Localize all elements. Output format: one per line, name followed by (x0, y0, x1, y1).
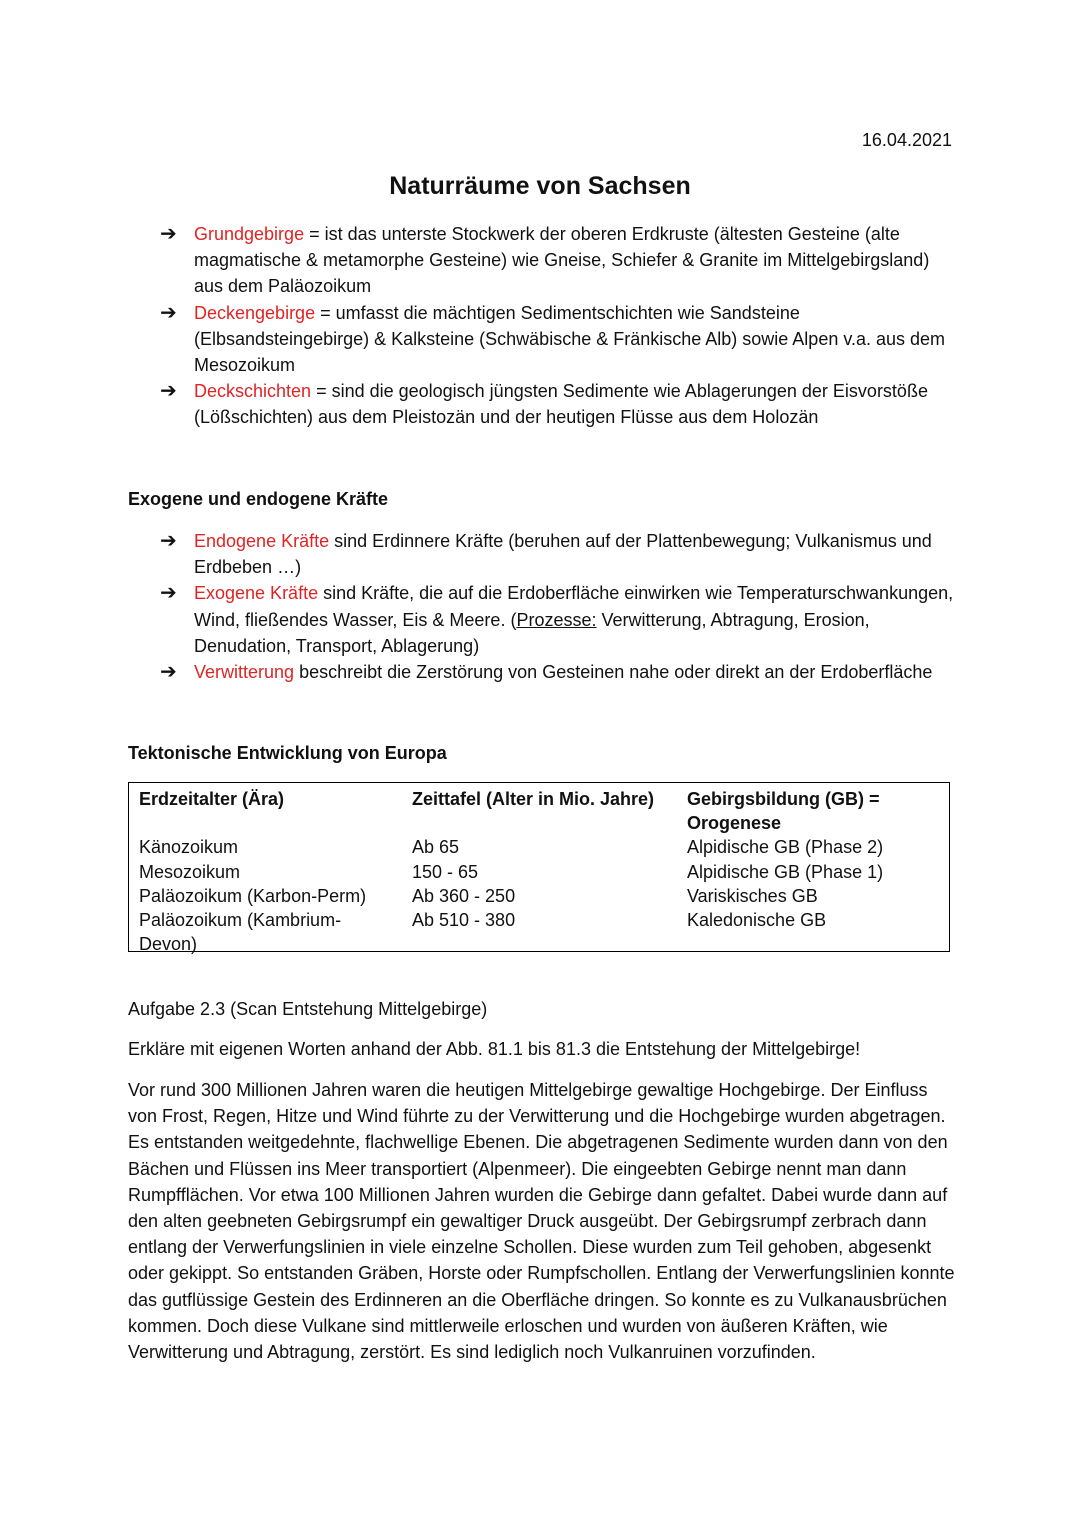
term: Verwitterung (194, 662, 295, 683)
table-header: Zeittafel (Alter in Mio. Jahre) (412, 789, 655, 809)
definition: = sind die geologisch jüngsten Sedimente wie Ablagerungen der Eisvorstöße (Lößschichten) aus dem Pleistozän und der heutigen Flüsse aus dem Holozän (194, 381, 928, 428)
task-title: Aufgabe 2.3 (Scan Entstehung Mittelgebirge) (128, 999, 488, 1019)
arrow-right-icon: ➔ (160, 301, 177, 324)
arrow-right-icon: ➔ (160, 661, 177, 684)
arrow-right-icon: ➔ (160, 530, 177, 552)
forces-list (160, 528, 960, 685)
table-cell: Alpidische GB (Phase 2) (687, 837, 884, 858)
answer-paragraph: Vor rund 300 Millionen Jahren waren die heutigen Mittelgebirge gewaltige Hochgebirge. Der Einfluss von Frost, Regen, Hitze und Wind führte zu der Verwitterung und die Hochgebirge wurden abgetragen. Es entstanden weitgedehnte, flachwellige Ebenen. Die abgetragenen Sedimente wurden dann von den Bächen und Flüssen ins Meer transportiert (Alpenmeer). Die eingeebten Gebirge nennt man dann Rumpfflächen. Vor etwa 100 Millionen Jahren wurden die Gebirge dann gefaltet. Dabei wurde dann auf den alten geebneten Gebirgsrumpf ein gewaltiger Druck ausgeübt. Der Gebirgsrumpf zerbrach dann entlang der Verwerfungslinien in viele einzelne Schollen. Diese wurden zum Teil gehoben, abgesenkt oder gekippt. So entstanden Gräben, Horste oder Rumpfschollen. Entlang der Verwerfungslinien konnte das gutflüssige Gestein des Erdinneren an die Oberfläche dringen. So konnte es zu Vulkanausbrüchen kommen. Doch diese Vulkane sind mittlerweile erloschen und wurden von äußeren Kräften, wie Verwitterung und Abtragung, zerstört. Es sind lediglich noch Vulkanruinen vorzufinden. (128, 1080, 955, 1363)
table-cell: Paläozoikum (Kambrium-Devon) (139, 910, 342, 955)
list-item (160, 528, 960, 580)
table-header: Erdzeitalter (Ära) (139, 789, 285, 809)
table-column-age (412, 787, 672, 932)
definition: beschreibt die Zerstörung von Gesteinen nahe oder direkt an der Erdoberfläche (294, 662, 933, 683)
page-title: Naturräume von Sachsen (389, 172, 691, 200)
table-cell: Paläozoikum (Karbon-Perm) (139, 885, 367, 906)
list-item (160, 221, 960, 300)
list-item (160, 580, 960, 659)
table-cell: 150 - 65 (412, 861, 479, 882)
section-heading-forces: Exogene und endogene Kräfte (128, 489, 389, 509)
definition: sind Kräfte, die auf die Erdoberfläche einwirken wie Temperaturschwankungen, Wind, fließendes Wasser, Eis & Meere. ( (194, 583, 954, 630)
table-cell: Ab 360 - 250 (412, 885, 516, 906)
term: Deckengebirge (194, 302, 316, 323)
table-cell: Variskisches GB (687, 885, 818, 906)
rock-layers-list (160, 221, 960, 431)
table-cell: Kaledonische GB (687, 910, 827, 931)
table-cell: Mesozoikum (139, 861, 241, 882)
arrow-right-icon: ➔ (160, 582, 177, 605)
table-cell: Ab 510 - 380 (412, 910, 516, 930)
table-cell: Alpidische GB (Phase 1) (687, 861, 884, 882)
processes-label: Prozesse: (516, 609, 597, 630)
term: Deckschichten (194, 381, 312, 402)
term: Exogene Kräfte (194, 583, 319, 604)
term: Endogene Kräfte (194, 531, 330, 551)
definition: = umfasst die mächtigen Sedimentschichten wie Sandsteine (Elbsandsteingebirge) & Kalksteine (Schwäbische & Fränkische Alb) sowie Alpen v.a. aus dem Mesozoikum (194, 302, 946, 376)
arrow-right-icon: ➔ (160, 223, 177, 245)
table-column-era (139, 787, 389, 956)
list-item (160, 300, 960, 379)
section-heading-tectonics: Tektonische Entwicklung von Europa (128, 743, 447, 763)
geology-table (128, 782, 950, 955)
definition: sind Erdinnere Kräfte (beruhen auf der Plattenbewegung; Vulkanismus und Erdbeben …) (194, 531, 932, 578)
document-date: 16.04.2021 (861, 130, 952, 150)
definition-continued: Verwitterung, Abtragung, Erosion, Denudation, Transport, Ablagerung) (194, 609, 870, 656)
task-question: Erkläre mit eigenen Worten anhand der Abb. 81.1 bis 81.3 die Entstehung der Mittelgebirge! (128, 1039, 861, 1059)
table-column-orogeny (687, 787, 947, 932)
arrow-right-icon: ➔ (160, 380, 177, 403)
definition: = ist das unterste Stockwerk der oberen Erdkruste (ältesten Gesteine (alte magmatische & metamorphe Gesteine) wie Gneise, Schiefer & Granite im Mittelgebirgsland) aus dem Paläozoikum (194, 224, 930, 297)
table-cell: Ab 65 (412, 837, 460, 858)
term: Grundgebirge (194, 224, 305, 244)
table-header: Gebirgsbildung (GB) = Orogenese (687, 789, 880, 834)
list-item (160, 659, 960, 685)
table-cell: Känozoikum (139, 837, 239, 858)
list-item (160, 378, 960, 430)
